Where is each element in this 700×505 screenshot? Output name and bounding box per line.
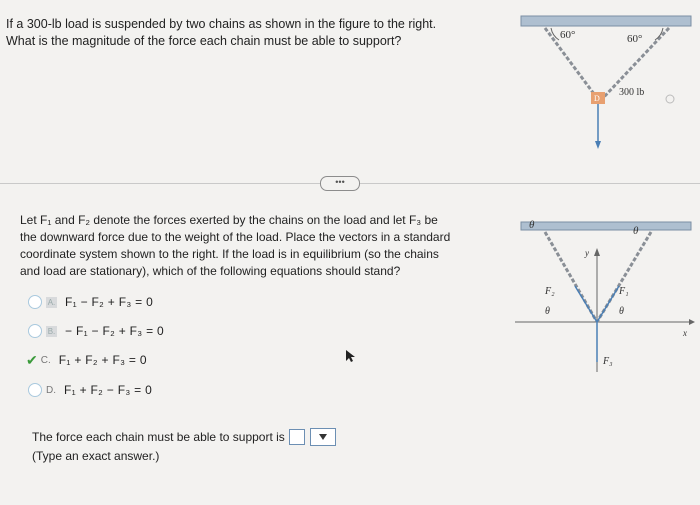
- answer-text: The force each chain must be able to support is: [32, 430, 285, 444]
- f1-vector: [597, 286, 619, 322]
- answer-note: (Type an exact answer.): [32, 449, 160, 463]
- mouse-cursor-icon: [345, 349, 357, 363]
- weight-arrowhead: [595, 141, 601, 149]
- answer-input[interactable]: [289, 429, 305, 445]
- choice-c[interactable]: [28, 349, 147, 371]
- choice-a-equation: F₁ − F₂ + F₃ = 0: [65, 295, 154, 309]
- theta-left-label: θ: [545, 306, 550, 317]
- question-text: [6, 16, 476, 50]
- vector-diagram: [515, 212, 697, 382]
- choice-d-equation: F₁ + F₂ − F₃ = 0: [64, 383, 153, 397]
- chain-load-figure: [515, 10, 695, 170]
- load-marker-label: D: [594, 94, 600, 103]
- ceiling-bar: [521, 16, 691, 26]
- theta-left-top: θ: [529, 219, 535, 231]
- x-axis-label: x: [683, 328, 687, 338]
- y-axis-label: y: [585, 248, 589, 258]
- theta-right-top: θ: [633, 225, 639, 237]
- choice-a[interactable]: [28, 291, 153, 313]
- radio-d[interactable]: [28, 383, 42, 397]
- choice-c-letter: C.: [40, 354, 51, 366]
- choice-d-letter: D.: [46, 384, 56, 396]
- choice-b[interactable]: [28, 320, 164, 342]
- correct-check-icon: ✔: [26, 351, 38, 368]
- choice-d[interactable]: [28, 379, 152, 401]
- unit-dropdown[interactable]: [310, 428, 336, 446]
- right-angle-label: 60°: [627, 33, 643, 45]
- choice-b-letter: B.: [47, 326, 56, 336]
- radio-b[interactable]: [28, 324, 42, 338]
- choice-a-letter: A.: [47, 297, 56, 307]
- question-line-1: If a 300-lb load is suspended by two chains as shown in the figure to the right.: [6, 17, 437, 31]
- x-axis-arrow: [689, 319, 695, 325]
- f2-label: F₂: [545, 286, 555, 297]
- f3-label: F₃: [603, 356, 613, 367]
- question-line-2: What is the magnitude of the force each chain must be able to support?: [6, 34, 402, 48]
- theta-right-label: θ: [619, 306, 624, 317]
- answer-line: [32, 428, 336, 446]
- prompt-line-2: the downward force due to the weight of the load. Place the vectors in a standard: [20, 230, 451, 244]
- part-prompt: [20, 212, 480, 280]
- info-icon: [666, 95, 674, 103]
- prompt-line-4: and load are stationary), which of the following equations should stand?: [20, 264, 401, 278]
- dropdown-arrow-icon: [311, 429, 335, 445]
- load-label: 300 lb: [619, 87, 645, 98]
- prompt-line-3: coordinate system shown to the right. If the load is in equilibrium (so the chains: [20, 247, 439, 261]
- ceiling-bar-bottom: [521, 222, 691, 230]
- y-axis-arrow: [594, 248, 600, 256]
- f1-label: F₁: [619, 286, 629, 297]
- radio-a[interactable]: [28, 295, 42, 309]
- prompt-line-1: Let F₁ and F₂ denote the forces exerted by the chains on the load and let F₃ be: [20, 213, 438, 227]
- left-angle-label: 60°: [560, 29, 576, 41]
- choice-c-equation: F₁ + F₂ + F₃ = 0: [58, 353, 147, 367]
- expand-button[interactable]: •••: [320, 176, 360, 191]
- f2-vector: [575, 286, 597, 322]
- choice-b-equation: − F₁ − F₂ + F₃ = 0: [65, 324, 165, 338]
